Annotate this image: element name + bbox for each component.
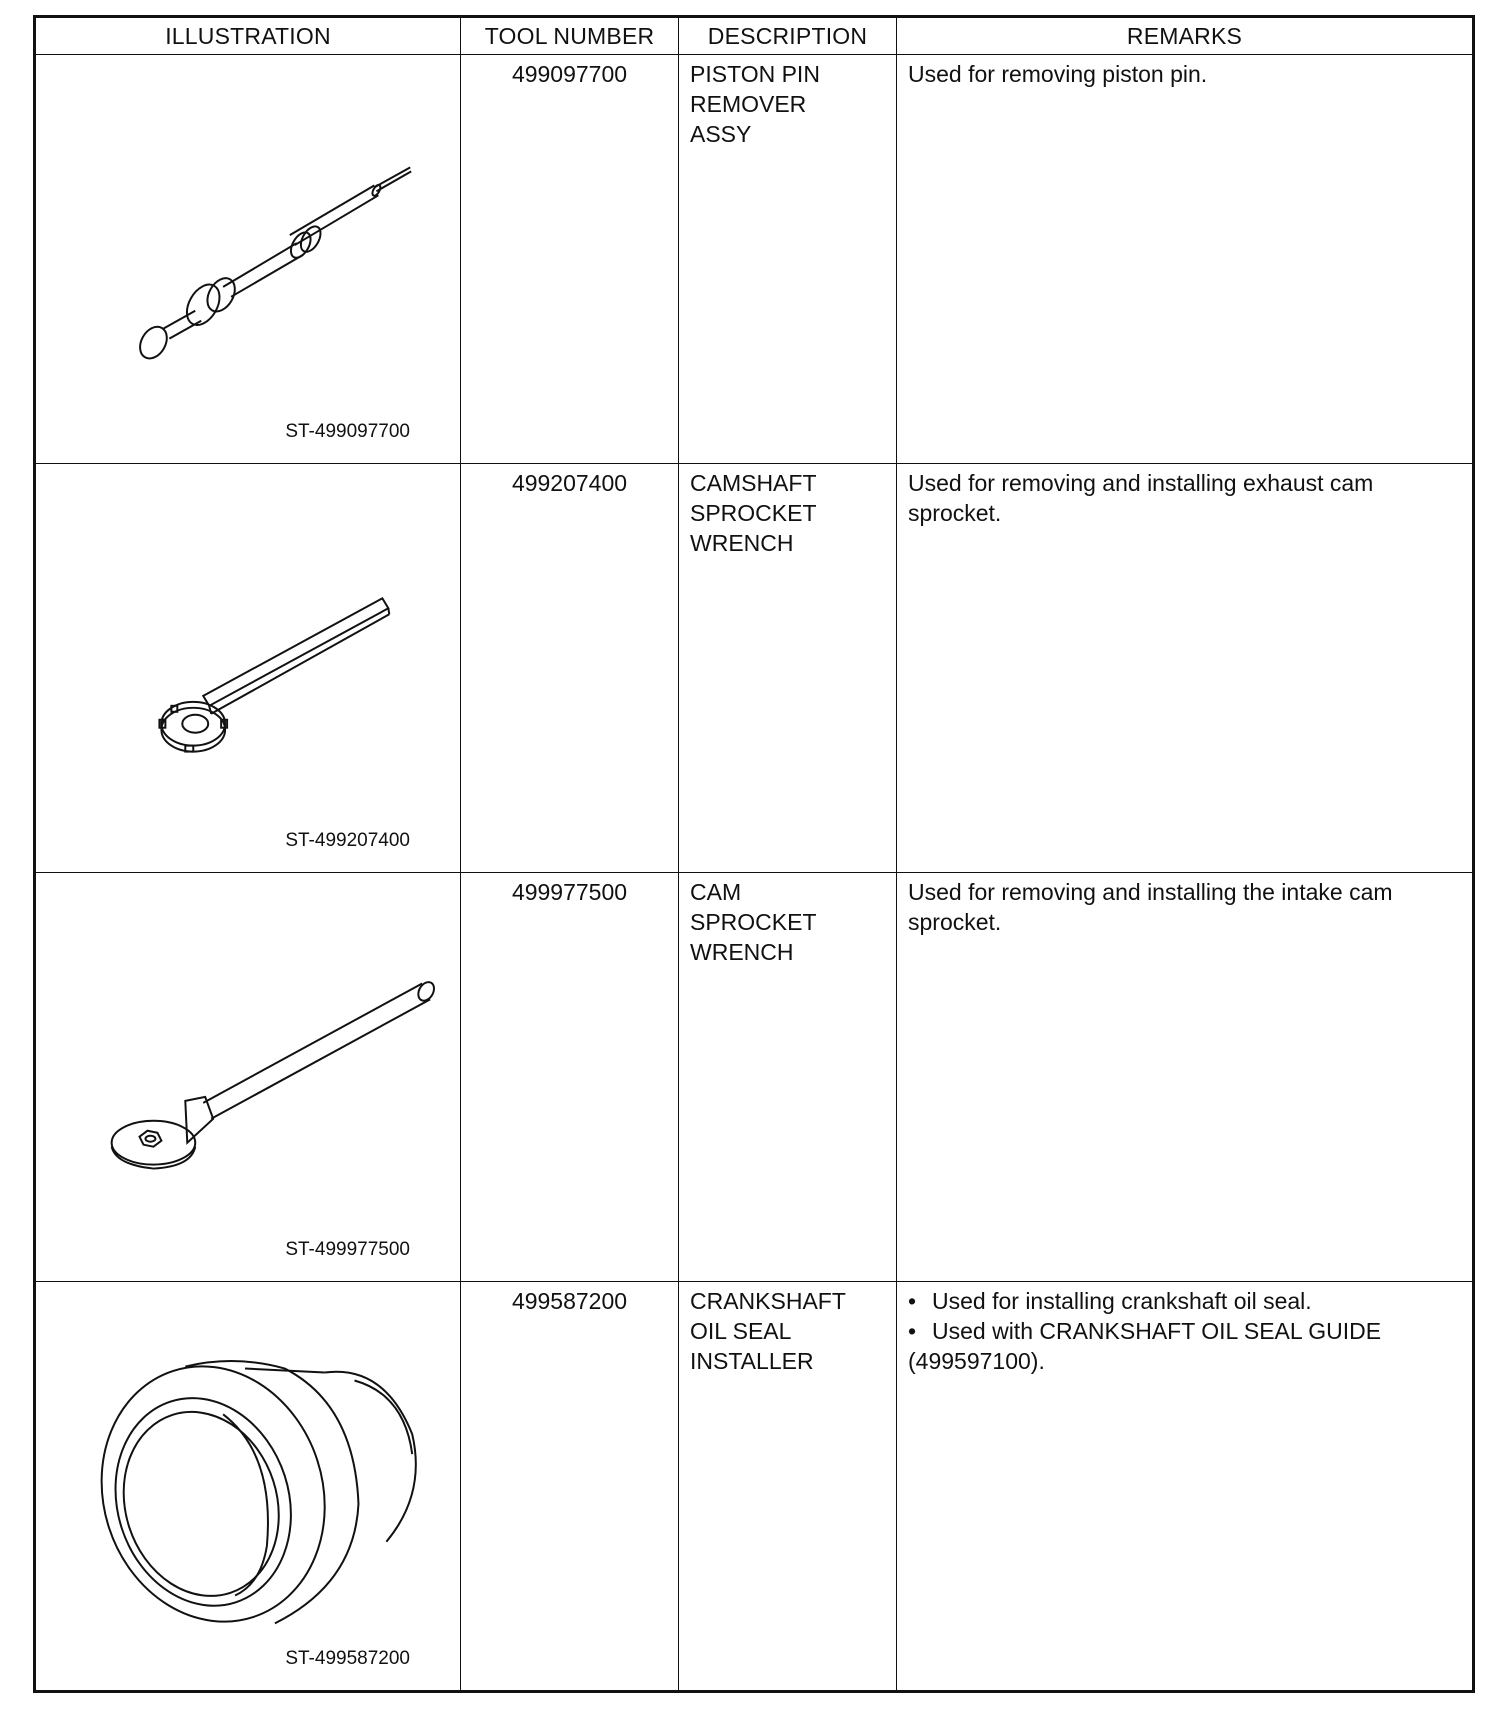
tool-number: 499207400 (461, 464, 679, 873)
tool-description (679, 873, 897, 1282)
tool-number: 499977500 (461, 873, 679, 1282)
description-line: WRENCH (690, 939, 794, 965)
piston-pin-remover-illustration (36, 55, 460, 463)
tool-remarks (897, 1282, 1474, 1692)
tool-remarks (897, 55, 1474, 464)
table-row (35, 55, 1474, 464)
description-line: SPROCKET (690, 500, 817, 526)
illustration-cell (35, 1282, 461, 1692)
description-line: OIL SEAL (690, 1318, 792, 1344)
illustration-cell (35, 55, 461, 464)
header-row (35, 17, 1474, 55)
tool-number: 499097700 (461, 55, 679, 464)
table-row (35, 464, 1474, 873)
illustration-code: ST-499587200 (285, 1648, 410, 1669)
cam-sprocket-wrench-illustration (36, 873, 460, 1281)
tool-description (679, 464, 897, 873)
header-tool-number: TOOL NUMBER (461, 17, 679, 55)
special-tools-table (33, 15, 1475, 1693)
header-description: DESCRIPTION (679, 17, 897, 55)
tool-description (679, 1282, 897, 1692)
tool-description (679, 55, 897, 464)
header-illustration: ILLUSTRATION (35, 17, 461, 55)
description-line: CRANKSHAFT (690, 1288, 846, 1314)
description-line: INSTALLER (690, 1348, 814, 1374)
description-line: REMOVER (690, 91, 807, 117)
description-line: ASSY (690, 121, 752, 147)
tool-remarks (897, 464, 1474, 873)
illustration-code: ST-499097700 (285, 421, 410, 442)
description-line: PISTON PIN (690, 61, 820, 87)
remarks-line: Used for removing and installing the intake cam (908, 879, 1393, 905)
illustration-code: ST-499977500 (285, 1239, 410, 1260)
bullet-text: Used with CRANKSHAFT OIL SEAL GUIDE (932, 1318, 1382, 1344)
illustration-code: ST-499207400 (285, 830, 410, 851)
illustration-cell (35, 464, 461, 873)
list-item (908, 1286, 1460, 1316)
description-line: CAM (690, 879, 742, 905)
camshaft-sprocket-wrench-illustration (36, 464, 460, 872)
list-item (908, 1316, 1460, 1346)
header-remarks: REMARKS (897, 17, 1474, 55)
crankshaft-oil-seal-installer-illustration (36, 1282, 460, 1690)
tool-number: 499587200 (461, 1282, 679, 1692)
tool-remarks (897, 873, 1474, 1282)
table-row (35, 873, 1474, 1282)
table-row (35, 1282, 1474, 1692)
remarks-line: Used for removing piston pin. (908, 61, 1208, 87)
description-line: SPROCKET (690, 909, 817, 935)
remarks-line: Used for removing and installing exhaust cam (908, 470, 1374, 496)
remarks-line: sprocket. (908, 909, 1002, 935)
remarks-line: (499597100). (908, 1348, 1045, 1374)
bullet-text: Used for installing crankshaft oil seal. (932, 1288, 1312, 1314)
remarks-bullet-list (908, 1286, 1460, 1346)
illustration-cell (35, 873, 461, 1282)
description-line: CAMSHAFT (690, 470, 817, 496)
description-line: WRENCH (690, 530, 794, 556)
bullet-icon: • (908, 1318, 917, 1344)
remarks-line: sprocket. (908, 500, 1002, 526)
bullet-icon: • (908, 1288, 917, 1314)
